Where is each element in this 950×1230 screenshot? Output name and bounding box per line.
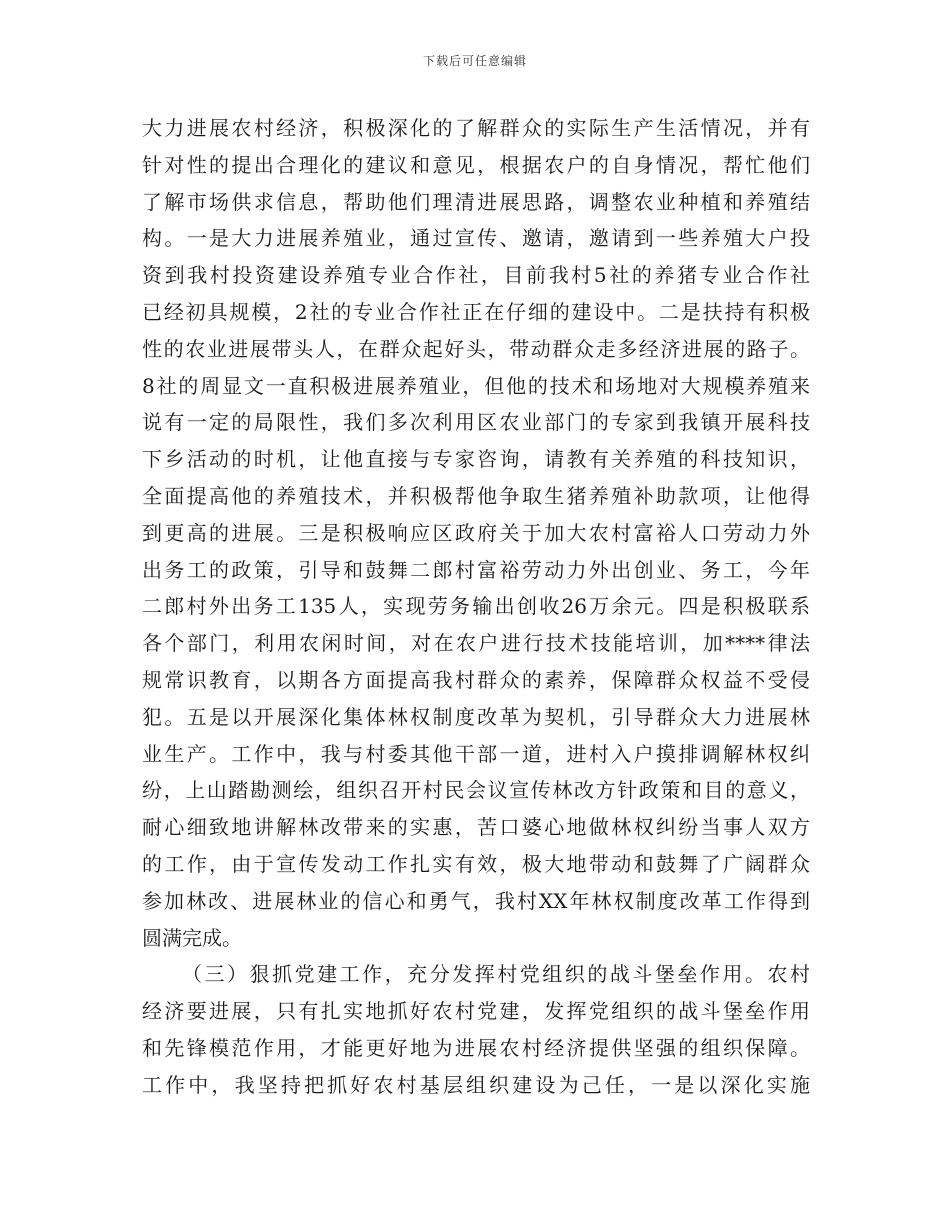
text-line: 规常识教育，以期各方面提高我村群众的素养，保障群众权益不受侵 — [142, 667, 810, 692]
text-line: 了解市场供求信息，帮助他们理清进展思路，调整农业种植和养殖结 — [142, 189, 810, 214]
text-line: 构。一是大力进展养殖业，通过宣传、邀请，邀请到一些养殖大户投 — [142, 226, 810, 251]
text-line: 的工作，由于宣传发动工作扎实有效，极大地带动和鼓舞了广阔群众 — [142, 851, 810, 876]
text-line: 大力进展农村经济，积极深化的了解群众的实际生产生活情况，并有 — [142, 116, 810, 140]
text-line: 各个部门，利用农闲时间，对在农户进行技术技能培训，加****律法 — [142, 631, 810, 656]
text-line: 参加林改、进展林业的信心和勇气，我村XX年林权制度改革工作得到 — [142, 888, 810, 913]
text-line: 纷，上山踏勘测绘，组织召开村民会议宣传林改方针政策和目的意义， — [142, 778, 810, 803]
text-line: 资到我村投资建设养殖专业合作社，目前我村5社的养猪专业合作社 — [142, 263, 810, 288]
text-line: 经济要进展，只有扎实地抓好农村党建，发挥党组织的战斗堡垒作用 — [142, 999, 810, 1024]
text-line: 犯。五是以开展深化集体林权制度改革为契机，引导群众大力进展林 — [142, 704, 810, 729]
page-header: 下载后可任意编辑 — [422, 54, 527, 68]
text-line: 和先锋模范作用，才能更好地为进展农村经济提供坚强的组织保障。 — [142, 1035, 810, 1060]
text-line: 二郎村外出务工135人，实现劳务输出创收26万余元。四是积极联系 — [142, 594, 810, 619]
text-line: 全面提高他的养殖技术，并积极帮他争取生猪养殖补助款项，让他得 — [142, 483, 810, 508]
text-line: 已经初具规模，2社的专业合作社正在仔细的建设中。二是扶持有积极 — [142, 299, 810, 324]
text-line: 性的农业进展带头人，在群众起好头，带动群众走多经济进展的路子。 — [142, 336, 810, 361]
text-line: 业生产。工作中，我与村委其他干部一道，进村入户摸排调解林权纠 — [142, 741, 810, 766]
section-heading-line: （三）狠抓党建工作，充分发挥村党组织的战斗堡垒作用。农村 — [182, 962, 810, 987]
text-line: 8社的周显文一直积极进展养殖业，但他的技术和场地对大规模养殖来 — [142, 373, 810, 398]
text-line: 说有一定的局限性，我们多次利用区农业部门的专家到我镇开展科技 — [142, 410, 810, 435]
text-line: 下乡活动的时机，让他直接与专家咨询，请教有关养殖的科技知识， — [142, 447, 810, 472]
text-line: 到更高的进展。三是积极响应区政府关于加大农村富裕人口劳动力外 — [142, 520, 810, 545]
text-line: 圆满完成。 — [142, 925, 242, 950]
text-line: 工作中，我坚持把抓好农村基层组织建设为己任，一是以深化实施 — [142, 1072, 810, 1097]
body-text — [142, 110, 810, 1104]
text-line: 出务工的政策，引导和鼓舞二郎村富裕劳动力外出创业、务工，今年 — [142, 557, 810, 582]
text-line: 耐心细致地讲解林改带来的实惠，苦口婆心地做林权纠纷当事人双方 — [142, 815, 810, 840]
text-line: 针对性的提出合理化的建议和意见，根据农户的自身情况，帮忙他们 — [142, 152, 810, 177]
